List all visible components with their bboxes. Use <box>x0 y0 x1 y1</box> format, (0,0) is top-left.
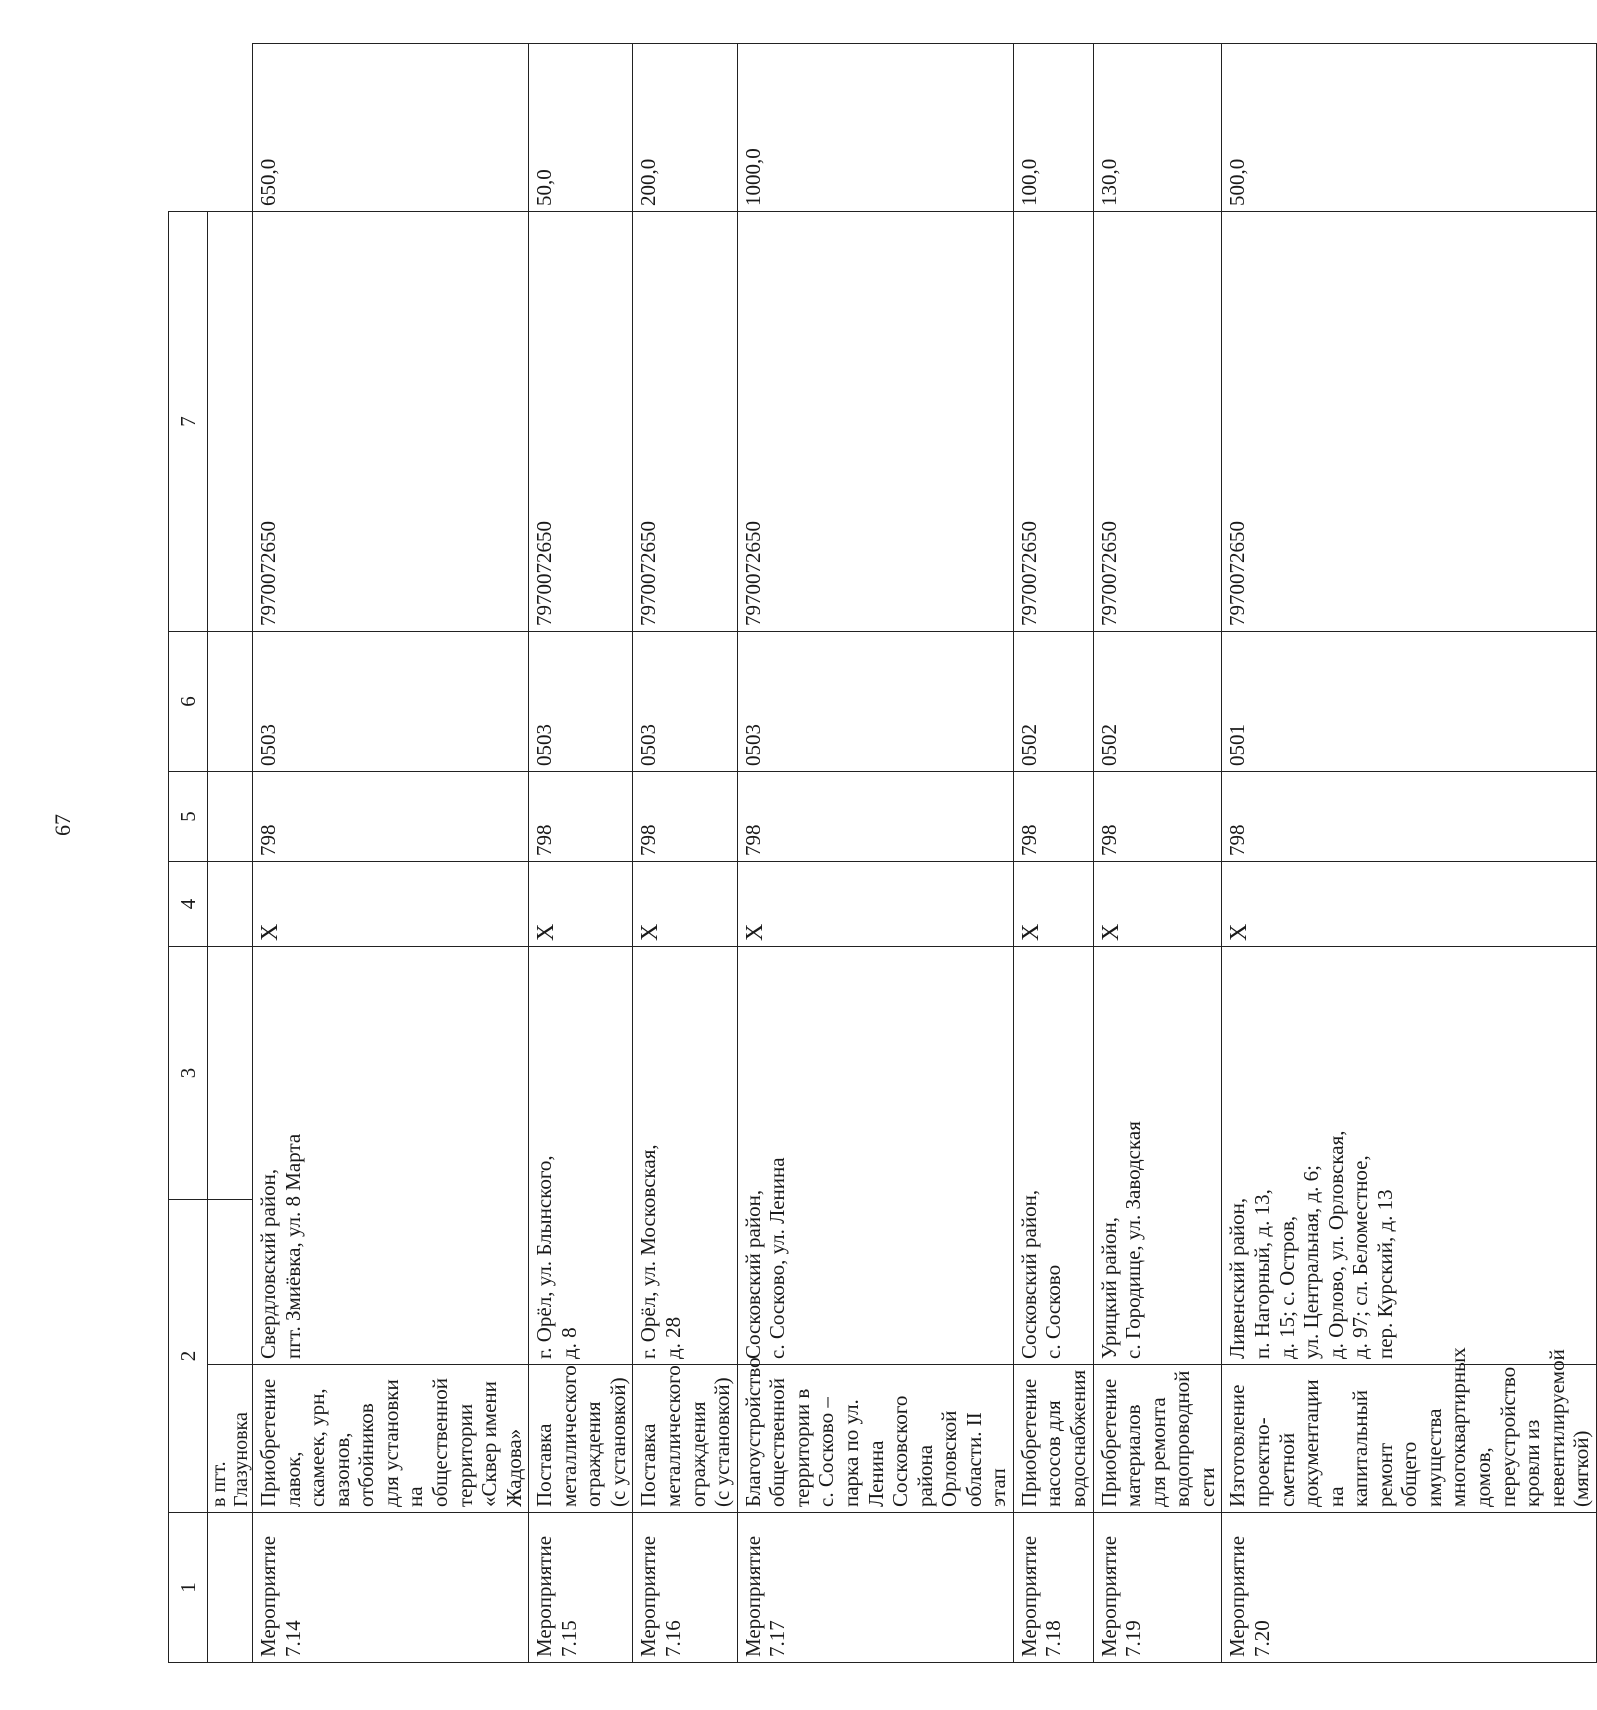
event-address-cell: Сосковский район, с. Сосково, ул. Ленина <box>737 947 1013 1365</box>
header-cell: 4 <box>169 862 208 947</box>
event-id-cell: Мероприятие 7.15 <box>529 1513 633 1663</box>
continuation-empty-cell <box>208 947 253 1200</box>
target-code-cell: 7970072650 <box>1013 212 1093 632</box>
continuation-text: в пгт. Глазуновка <box>208 1365 253 1513</box>
event-address-cell: Урицкий район, с. Городище, ул. Заводская <box>1093 947 1222 1365</box>
event-name-cell: Изготовление проектно- сметной документации на капитальный ремонт общего имущества многоквартирных домов, переустройство кровли из невентилируемой (мягкой) <box>1222 1365 1596 1513</box>
section-code-cell: 0501 <box>1222 632 1596 772</box>
table-row <box>1222 44 1596 1663</box>
section-code-cell: 0503 <box>529 632 633 772</box>
amount-cell: 50,0 <box>529 44 633 212</box>
amount-cell: 130,0 <box>1093 44 1222 212</box>
grbs-code-cell: 798 <box>633 772 737 862</box>
section-code-cell: 0502 <box>1093 632 1222 772</box>
amount-cell: 650,0 <box>253 44 529 212</box>
continuation-empty-cell <box>208 862 253 947</box>
section-code-cell: 0503 <box>253 632 529 772</box>
budget-table-sheet <box>168 43 1594 1663</box>
table-row <box>253 44 529 1663</box>
grbs-code-cell: 798 <box>737 772 1013 862</box>
mark-cell: Х <box>633 862 737 947</box>
table-row <box>633 44 737 1663</box>
mark-cell: Х <box>529 862 633 947</box>
event-id-cell: Мероприятие 7.19 <box>1093 1513 1222 1663</box>
header-cell: 3 <box>169 947 208 1200</box>
mark-cell: Х <box>253 862 529 947</box>
target-code-cell: 7970072650 <box>529 212 633 632</box>
continuation-empty-cell <box>208 212 253 632</box>
mark-cell: Х <box>1093 862 1222 947</box>
grbs-code-cell: 798 <box>253 772 529 862</box>
budget-table <box>168 43 1597 1663</box>
event-address-cell: г. Орёл, ул. Блынского, д. 8 <box>529 947 633 1365</box>
header-row <box>169 44 208 1663</box>
event-name-cell: Поставка металлического ограждения (с установкой) <box>529 1365 633 1513</box>
target-code-cell: 7970072650 <box>633 212 737 632</box>
event-name-cell: Поставка металлического ограждения (с установкой) <box>633 1365 737 1513</box>
section-code-cell: 0503 <box>737 632 1013 772</box>
amount-cell: 100,0 <box>1013 44 1093 212</box>
grbs-code-cell: 798 <box>1013 772 1093 862</box>
event-id-cell: Мероприятие 7.18 <box>1013 1513 1093 1663</box>
event-name-cell: Приобретение материалов для ремонта водопроводной сети <box>1093 1365 1222 1513</box>
target-code-cell: 7970072650 <box>1093 212 1222 632</box>
table-row <box>1013 44 1093 1663</box>
header-cell: 7 <box>169 212 208 632</box>
section-code-cell: 0503 <box>633 632 737 772</box>
grbs-code-cell: 798 <box>529 772 633 862</box>
event-name-cell: Приобретение насосов для водоснабжения <box>1013 1365 1093 1513</box>
mark-cell: Х <box>1222 862 1596 947</box>
page-number: 67 <box>50 814 75 836</box>
header-cell: 6 <box>169 632 208 772</box>
event-id-cell: Мероприятие 7.14 <box>253 1513 529 1663</box>
table-row <box>1093 44 1222 1663</box>
continuation-row <box>208 44 253 1663</box>
header-cell: 5 <box>169 772 208 862</box>
event-id-cell: Мероприятие 7.20 <box>1222 1513 1596 1663</box>
event-id-cell: Мероприятие 7.17 <box>737 1513 1013 1663</box>
event-address-cell: г. Орёл, ул. Московская, д. 28 <box>633 947 737 1365</box>
header-cell: 2 <box>169 1200 208 1513</box>
target-code-cell: 7970072650 <box>737 212 1013 632</box>
amount-cell: 200,0 <box>633 44 737 212</box>
amount-cell: 500,0 <box>1222 44 1596 212</box>
table-row <box>529 44 633 1663</box>
mark-cell: Х <box>737 862 1013 947</box>
event-address-cell: Свердловский район, пгт. Змиёвка, ул. 8 Марта <box>253 947 529 1365</box>
event-name-cell: Благоустройство общественной территории в с. Сосково – парка по ул. Ленина Сосковского района Орловской области. II этап <box>737 1365 1013 1513</box>
mark-cell: Х <box>1013 862 1093 947</box>
continuation-empty-cell <box>208 772 253 862</box>
continuation-empty-cell <box>208 632 253 772</box>
grbs-code-cell: 798 <box>1093 772 1222 862</box>
target-code-cell: 7970072650 <box>253 212 529 632</box>
continuation-empty-cell <box>208 1200 253 1365</box>
amount-cell: 1000,0 <box>737 44 1013 212</box>
header-cell: 1 <box>169 1513 208 1663</box>
event-name-cell: Приобретение лавок, скамеек, урн, вазонов, отбойников для установки на общественной территории «Сквер имени Жадова» <box>253 1365 529 1513</box>
table-row <box>737 44 1013 1663</box>
grbs-code-cell: 798 <box>1222 772 1596 862</box>
target-code-cell: 7970072650 <box>1222 212 1596 632</box>
event-address-cell: Сосковский район, с. Сосково <box>1013 947 1093 1365</box>
event-address-cell: Ливенский район, п. Нагорный, д. 13, д. 15; с. Остров, ул. Центральная, д. 6; д. Орлово, ул. Орловская, д. 97; сл. Беломестное, пер. Курский, д. 13 <box>1222 947 1596 1365</box>
continuation-empty-cell <box>208 1513 253 1663</box>
event-id-cell: Мероприятие 7.16 <box>633 1513 737 1663</box>
section-code-cell: 0502 <box>1013 632 1093 772</box>
